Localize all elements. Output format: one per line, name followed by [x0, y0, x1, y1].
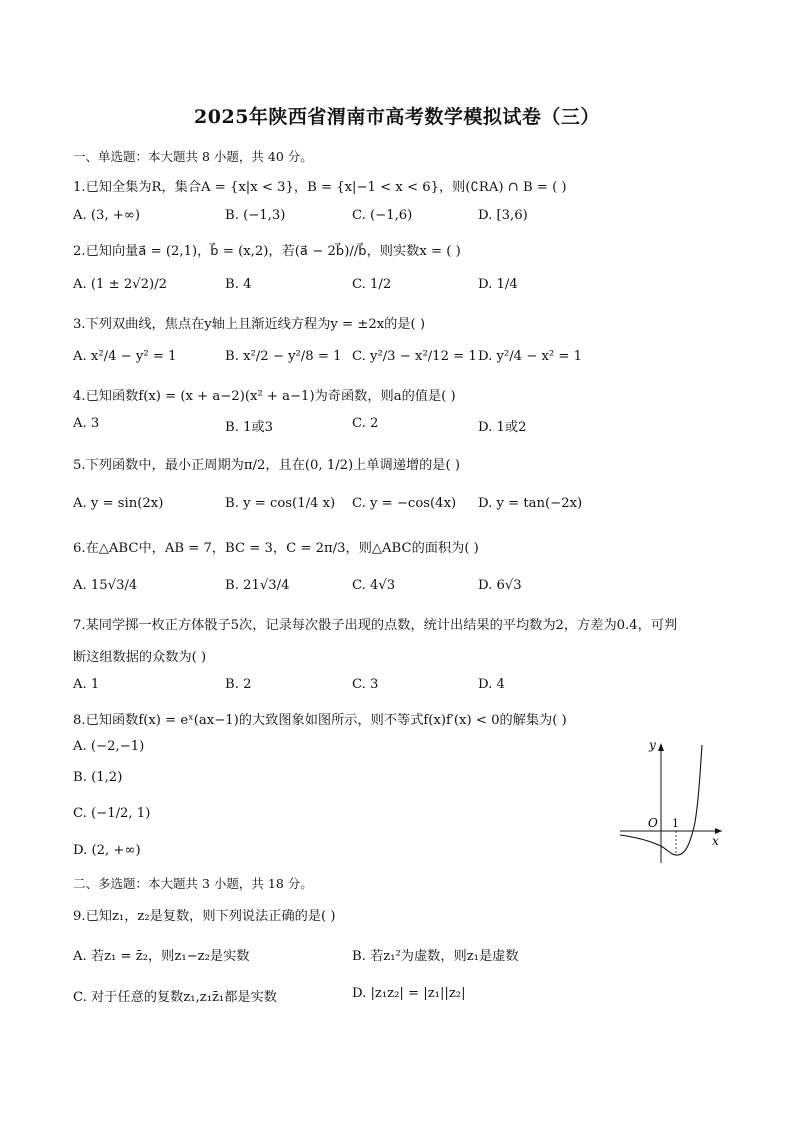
- question-7-continued: 断这组数据的众数为( ): [73, 650, 207, 665]
- q8-option-c: C. (−1/2, 1): [73, 806, 151, 821]
- q5-option-b: B. y = cos(1/4 x): [225, 496, 336, 511]
- q1-option-a: A. (3, +∞): [73, 208, 141, 223]
- q6-option-c: C. 4√3: [352, 578, 396, 593]
- q3-option-d: D. y²/4 − x² = 1: [478, 349, 583, 364]
- y-axis-label: y: [649, 738, 656, 752]
- question-8: 8.已知函数f(x) = eˣ(ax−1)的大致图象如图所示，则不等式f(x)f′(x) < 0的解集为( ): [73, 713, 567, 728]
- q4-option-d: D. 1或2: [478, 420, 527, 435]
- q2-option-d: D. 1/4: [478, 277, 518, 292]
- q8-option-b: B. (1,2): [73, 770, 123, 785]
- question-3: 3.下列双曲线，焦点在y轴上且渐近线方程为y = ±2x的是( ): [73, 317, 426, 332]
- question-4: 4.已知函数f(x) = (x + a−2)(x² + a−1)为奇函数，则a的值是( ): [73, 389, 456, 404]
- page-title: 2025年陕西省渭南市高考数学模拟试卷（三）: [194, 106, 600, 128]
- q5-option-c: C. y = −cos(4x): [352, 496, 457, 511]
- q8-option-d: D. (2, +∞): [73, 843, 141, 858]
- q6-option-b: B. 21√3/4: [225, 578, 290, 593]
- question-6: 6.在△ABC中，AB = 7，BC = 3，C = 2π/3，则△ABC的面积为( ): [73, 541, 479, 556]
- q1-option-b: B. (−1,3): [225, 208, 286, 223]
- q1-option-c: C. (−1,6): [352, 208, 413, 223]
- q6-option-a: A. 15√3/4: [73, 578, 138, 593]
- question-9: 9.已知z₁，z₂是复数，则下列说法正确的是( ): [73, 909, 336, 924]
- origin-label: O: [648, 816, 658, 830]
- q5-option-d: D. y = tan(−2x): [478, 496, 583, 511]
- tick-label-1: 1: [672, 817, 679, 830]
- q3-option-c: C. y²/3 − x²/12 = 1: [352, 349, 477, 364]
- q3-option-b: B. x²/2 − y²/8 = 1: [225, 349, 342, 364]
- section-heading-single-choice: 一、单选题：本大题共 8 小题，共 40 分。: [73, 149, 313, 164]
- y-axis-arrow-icon: [658, 743, 664, 751]
- q3-option-a: A. x²/4 − y² = 1: [73, 349, 177, 364]
- q2-option-b: B. 4: [225, 277, 252, 292]
- q8-option-a: A. (−2,−1): [73, 739, 145, 754]
- q2-option-c: C. 1/2: [352, 277, 392, 292]
- x-axis-label: x: [712, 834, 719, 848]
- q9-option-d: D. |z₁z₂| = |z₁||z₂|: [352, 986, 466, 1001]
- q9-option-b: B. 若z₁²为虚数，则z₁是虚数: [352, 949, 519, 964]
- q7-option-c: C. 3: [352, 677, 379, 692]
- q1-option-d: D. [3,6): [478, 208, 528, 223]
- question-2: 2.已知向量a⃗ = (2,1)，b⃗ = (x,2)，若(a⃗ − 2b⃗)//b⃗，则实数x = ( ): [73, 244, 461, 259]
- question-5: 5.下列函数中，最小正周期为π/2，且在(0, 1/2)上单调递增的是( ): [73, 458, 460, 473]
- question-7: 7.某同学掷一枚正方体骰子5次，记录每次骰子出现的点数，统计出结果的平均数为2，方差为0.4，可判: [73, 618, 678, 633]
- q7-option-a: A. 1: [73, 677, 100, 692]
- q2-option-a: A. (1 ± 2√2)/2: [73, 277, 168, 292]
- question-1: 1.已知全集为R，集合A = {x|x < 3}，B = {x|−1 < x < 6}，则(∁RA) ∩ B = ( ): [73, 180, 567, 195]
- q5-option-a: A. y = sin(2x): [73, 496, 164, 511]
- q4-option-a: A. 3: [73, 416, 100, 431]
- function-graph: [616, 735, 728, 865]
- q4-option-c: C. 2: [352, 416, 379, 431]
- q9-option-c: C. 对于任意的复数z₁,z₁z̄₁都是实数: [73, 990, 277, 1005]
- section-heading-multiple-choice: 二、多选题：本大题共 3 小题，共 18 分。: [73, 876, 313, 891]
- q6-option-d: D. 6√3: [478, 578, 522, 593]
- q4-option-b: B. 1或3: [225, 420, 274, 435]
- q7-option-b: B. 2: [225, 677, 252, 692]
- q7-option-d: D. 4: [478, 677, 505, 692]
- q9-option-a: A. 若z₁ = z̄₂，则z₁−z₂是实数: [73, 949, 250, 964]
